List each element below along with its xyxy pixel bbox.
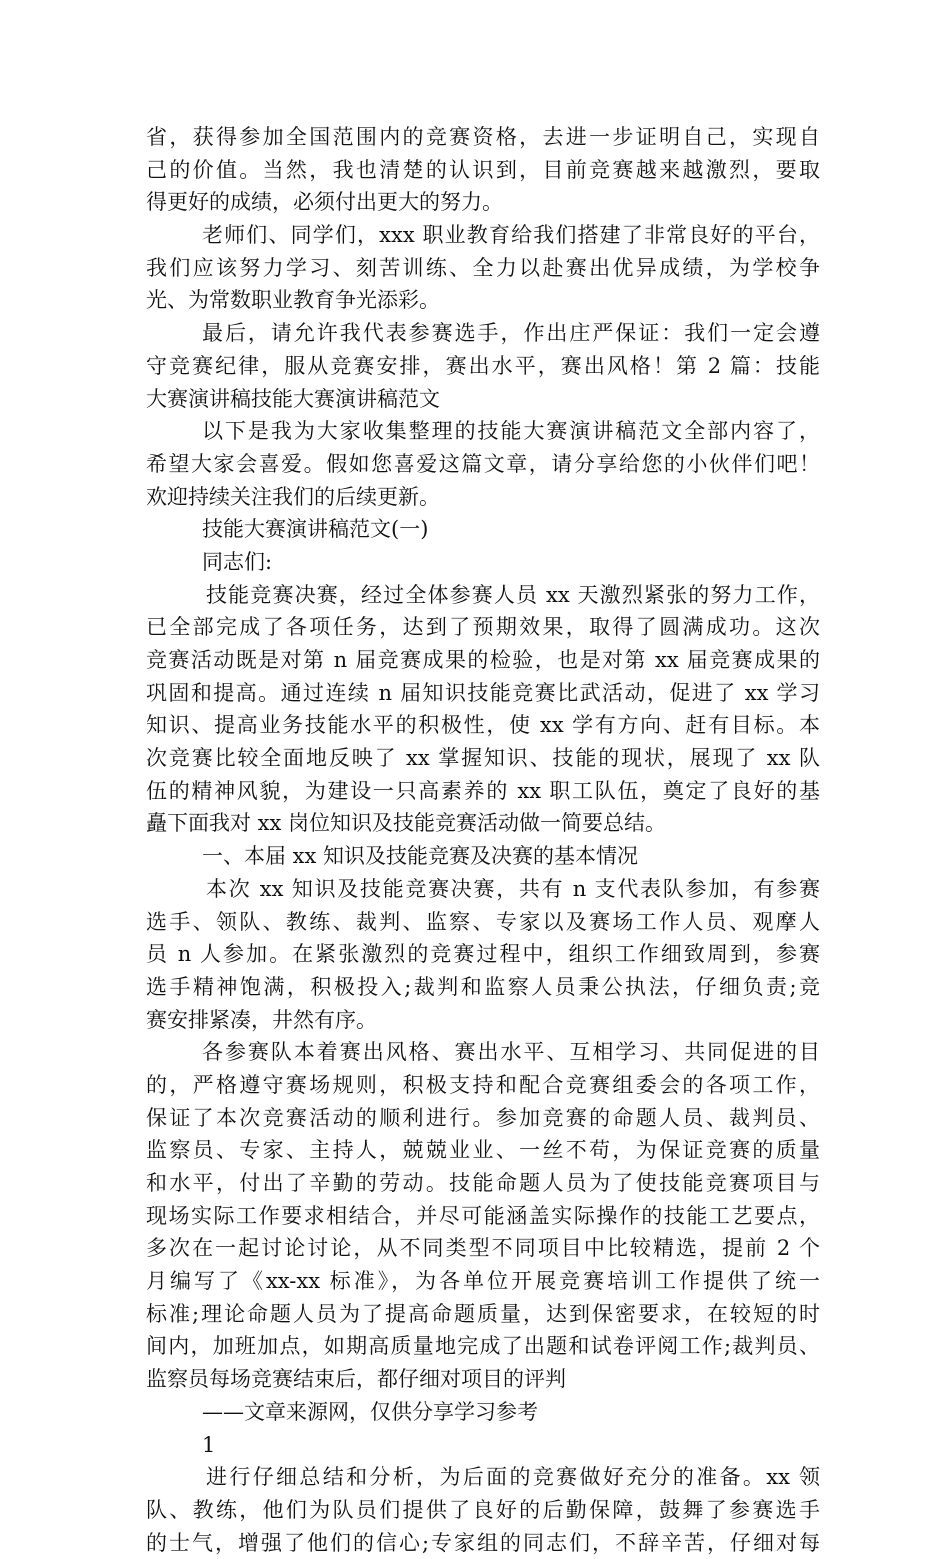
text-line: 次竞赛比较全面地反映了 xx 掌握知识、技能的现状，展现了 xx 队 <box>146 746 820 771</box>
text-line: 最后，请允许我代表参赛选手，作出庄严保证：我们一定会遵 <box>202 321 820 346</box>
text-line: 本次 xx 知识及技能竞赛决赛，共有 n 支代表队参加，有参赛 <box>206 876 820 901</box>
text-line: 赛安排紧凑，井然有序。 <box>146 1007 377 1032</box>
text-line: 巩固和提高。通过连续 n 届知识技能竞赛比武活动，促进了 xx 学习 <box>146 680 820 705</box>
text-line: 标准;理论命题人员为了提高命题质量，达到保密要求，在较短的时 <box>146 1301 820 1326</box>
text-line: 光、为常数职业教育争光添彩。 <box>146 288 440 313</box>
text-line: 和水平，付出了辛勤的劳动。技能命题人员为了使技能竞赛项目与 <box>146 1171 820 1195</box>
text-line: 伍的精神风貌，为建设一只高素养的 xx 职工队伍，奠定了良好的基 <box>146 778 820 803</box>
text-line: 监察员每场竞赛结束后，都仔细对项目的评判 <box>146 1367 566 1392</box>
text-line: 希望大家会喜爱。假如您喜爱这篇文章，请分享给您的小伙伴们吧！ <box>146 451 820 476</box>
text-line: 员 n 人参加。在紧张激烈的竞赛过程中，组织工作细致周到，参赛 <box>146 942 820 967</box>
text-line: 各参赛队本着赛出风格、赛出水平、互相学习、共同促进的目 <box>202 1040 820 1065</box>
text-line: 大赛演讲稿技能大赛演讲稿范文 <box>146 386 440 411</box>
text-line: 现场实际工作要求相结合，并尽可能涵盖实际操作的技能工艺要点， <box>146 1203 820 1228</box>
text-line: 监察员、专家、主持人，兢兢业业、一丝不苟，为保证竞赛的质量 <box>146 1138 820 1163</box>
text-line: 欢迎持续关注我们的后续更新。 <box>146 484 440 509</box>
page-number: 1 <box>202 1432 216 1457</box>
section-heading: 技能大赛演讲稿范文(一) <box>202 517 429 542</box>
text-line: 我们应该努力学习、刻苦训练、全力以赴赛出优异成绩，为学校争 <box>146 255 820 280</box>
text-line: 技能竞赛决赛，经过全体参赛人员 xx 天激烈紧张的努力工作， <box>206 582 820 607</box>
text-line: 月编写了《xx-xx 标准》，为各单位开展竞赛培训工作提供了统一 <box>146 1269 820 1294</box>
text-line: 以下是我为大家收集整理的技能大赛演讲稿范文全部内容了， <box>202 419 820 444</box>
section-heading: 一、本届 xx 知识及技能竞赛及决赛的基本情况 <box>202 844 639 869</box>
text-line: 多次在一起讨论讨论，从不同类型不同项目中比较精选，提前 2 个 <box>146 1236 820 1261</box>
text-line: 省，获得参加全国范围内的竞赛资格，去进一步证明自己，实现自 <box>146 125 820 149</box>
text-line: 己的价值。当然，我也清楚的认识到，目前竞赛越来越激烈，要取 <box>146 157 820 182</box>
salutation: 同志们: <box>202 549 273 574</box>
text-line: 已全部完成了各项任务，达到了预期效果，取得了圆满成功。这次 <box>146 615 820 640</box>
text-line: 进行仔细总结和分析，为后面的竞赛做好充分的准备。xx 领 <box>206 1465 820 1490</box>
text-line: 老师们、同学们，xxx 职业教育给我们搭建了非常良好的平台， <box>202 223 820 248</box>
text-line: 间内，加班加点，如期高质量地完成了出题和试卷评阅工作;裁判员、 <box>146 1334 820 1359</box>
text-line: 的士气，增强了他们的信心;专家组的同志们，不辞辛苦，仔细对每 <box>146 1530 820 1555</box>
text-line: 矗下面我对 xx 岗位知识及技能竞赛活动做一简要总结。 <box>146 811 667 836</box>
text-line: 知识、提高业务技能水平的积极性，使 xx 学有方向、赶有目标。本 <box>146 713 820 738</box>
text-line: 选手精神饱满，积极投入;裁判和监察人员秉公执法，仔细负责;竞 <box>146 974 820 999</box>
text-line: 守竞赛纪律，服从竞赛安排，赛出水平，赛出风格！第 2 篇：技能 <box>146 353 820 378</box>
text-line: 队、教练，他们为队员们提供了良好的后勤保障，鼓舞了参赛选手 <box>146 1497 820 1522</box>
text-line: 得更好的成绩，必须付出更大的努力。 <box>146 190 503 215</box>
text-line: 选手、领队、教练、裁判、监察、专家以及赛场工作人员、观摩人 <box>146 909 820 934</box>
source-note: ——文章来源网，仅供分享学习参考 <box>202 1399 538 1424</box>
document-page <box>146 121 820 1559</box>
text-line: 竞赛活动既是对第 n 届竞赛成果的检验，也是对第 xx 届竞赛成果的 <box>146 648 820 672</box>
text-line: 的，严格遵守赛场规则，积极支持和配合竞赛组委会的各项工作， <box>146 1072 820 1097</box>
text-line: 保证了本次竞赛活动的顺利进行。参加竞赛的命题人员、裁判员、 <box>146 1105 820 1130</box>
